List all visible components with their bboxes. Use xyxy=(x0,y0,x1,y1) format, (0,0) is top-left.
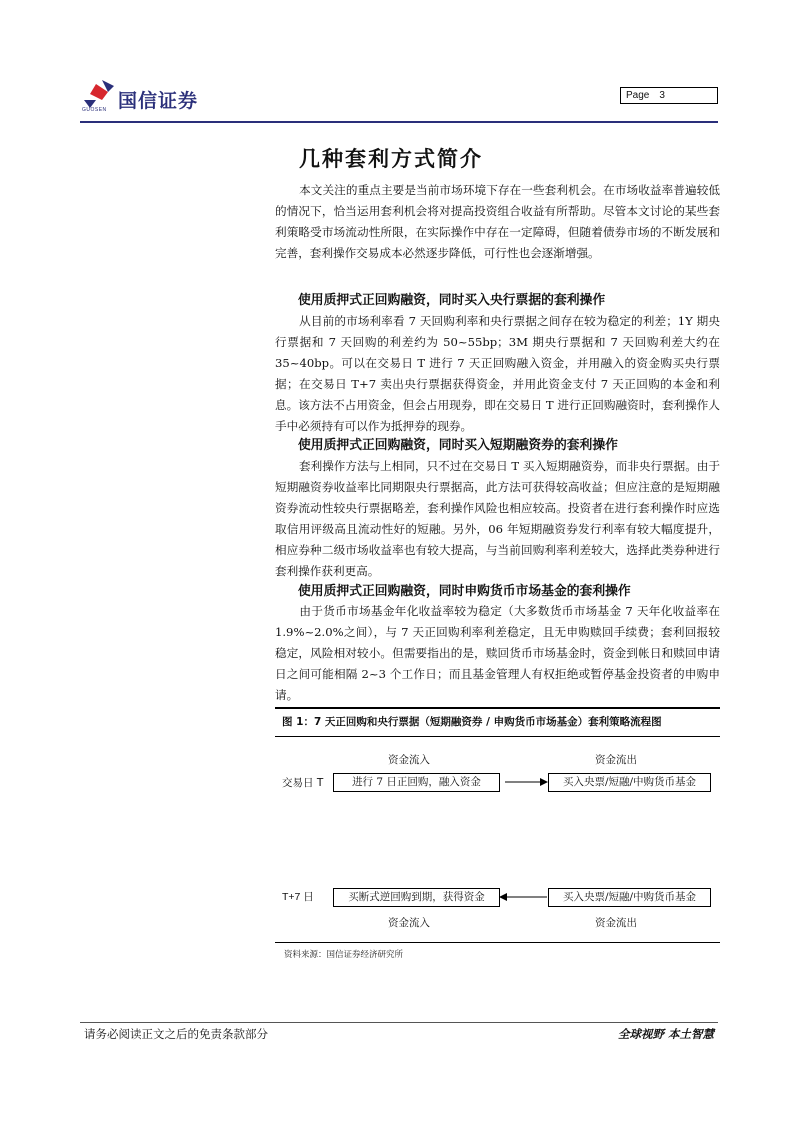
page-label: Page xyxy=(626,90,650,101)
label-day-t7: T+7 日 xyxy=(282,891,314,903)
label-day-t: 交易日 T xyxy=(282,777,324,789)
logo-subtext: GUOSEN xyxy=(82,107,107,113)
section-text-1: 从目前的市场利率看 7 天回购利率和央行票据之间存在较为稳定的利差；1Y 期央行票据和 7 天回购的利差约为 50~55bp；3M 期央行票据和 7 天回购利差大约在 35~40bp。可以在交易日 T 进行 7 天正回购融入资金，并用融入的资金购买央行票据；在交易日 T+7 卖出央行票据获得资金，并用此资金支付 7 天正回购的本金和利息。该方法不占用资金，但会占用现券，即在交易日 T 进行正回购融资时，套利操作人手中必须持有可以作为抵押券的现券。 xyxy=(275,314,720,433)
box-t7-right: 买入央票/短融/中购货币基金 xyxy=(548,888,711,907)
company-logo xyxy=(82,78,222,114)
footer-slogan: 全球视野 本土智慧 xyxy=(617,1027,714,1041)
section-heading-3: 使用质押式正回购融资，同时申购货币市场基金的套利操作 xyxy=(298,584,631,599)
footer-divider xyxy=(80,1022,718,1023)
section-paragraph-1 xyxy=(275,311,720,437)
box-t7-left: 买断式逆回购到期，获得资金 xyxy=(333,888,500,907)
label-bottom-outflow: 资金流出 xyxy=(595,917,637,929)
box-t-left: 进行 7 日正回购，融入资金 xyxy=(333,773,500,792)
section-paragraph-3 xyxy=(275,601,720,706)
section-text-3: 由于货币市场基金年化收益率较为稳定（大多数货币市场基金 7 天年化收益率在 1.9%~2.0%之间），与 7 天正回购利率利差稳定，且无申购赎回手续费；套利回报较稳定，风险相对较小。但需要指出的是，赎回货币市场基金时，资金到帐日和赎回申请日之间可能相隔 2~3 个工作日；而且基金管理人有权拒绝或暂停基金投资者的申购申请。 xyxy=(275,604,720,702)
footer-disclaimer: 请务必阅读正文之后的免责条款部分 xyxy=(84,1027,268,1041)
box-t-right: 买入央票/短融/中购货币基金 xyxy=(548,773,711,792)
logo-emblem-icon xyxy=(82,78,116,108)
label-top-outflow: 资金流出 xyxy=(595,754,637,766)
flow-diagram xyxy=(275,737,720,942)
flow-arrows xyxy=(275,737,720,942)
section-text-2: 套利操作方法与上相同，只不过在交易日 T 买入短期融资券，而非央行票据。由于短期融资券收益率比同期限央行票据高，此方法可获得较高收益；但应注意的是短期融资券流动性较央行票据略差，套利操作风险也相应较高。投资者在进行套利操作时应选取信用评级高且流动性好的短融。另外，06 年短期融资券发行利率有较大幅度提升，相应券种二级市场收益率也有较大提高，与当前回购利率利差较大，选择此类券种进行套利操作获利更高。 xyxy=(275,459,720,578)
figure-top-rule xyxy=(275,707,720,709)
label-bottom-inflow: 资金流入 xyxy=(388,917,430,929)
figure-source: 资料来源：国信证券经济研究所 xyxy=(284,950,404,960)
page-indicator xyxy=(620,87,718,104)
figure-caption: 图 1：7 天正回购和央行票据（短期融资券 / 申购货币市场基金）套利策略流程图 xyxy=(282,716,662,728)
section-heading-1: 使用质押式正回购融资，同时买入央行票据的套利操作 xyxy=(298,293,606,308)
section-heading-2: 使用质押式正回购融资，同时买入短期融资券的套利操作 xyxy=(298,438,618,453)
figure-bottom-rule xyxy=(275,942,720,943)
page-number: 3 xyxy=(659,90,665,101)
intro-text: 本文关注的重点主要是当前市场环境下存在一些套利机会。在市场收益率普遍较低的情况下，恰当运用套利机会将对提高投资组合收益有所帮助。尽管本文讨论的某些套利策略受市场流动性所限，在实际操作中存在一定障碍，但随着债券市场的不断发展和完善，套利操作交易成本必然逐步降低，可行性也会逐渐增强。 xyxy=(275,183,720,260)
intro-paragraph xyxy=(275,180,720,264)
page-title: 几种套利方式简介 xyxy=(299,146,483,171)
header-divider xyxy=(80,121,718,123)
label-top-inflow: 资金流入 xyxy=(388,754,430,766)
logo-text: 国信证券 xyxy=(118,90,199,112)
section-paragraph-2 xyxy=(275,456,720,582)
